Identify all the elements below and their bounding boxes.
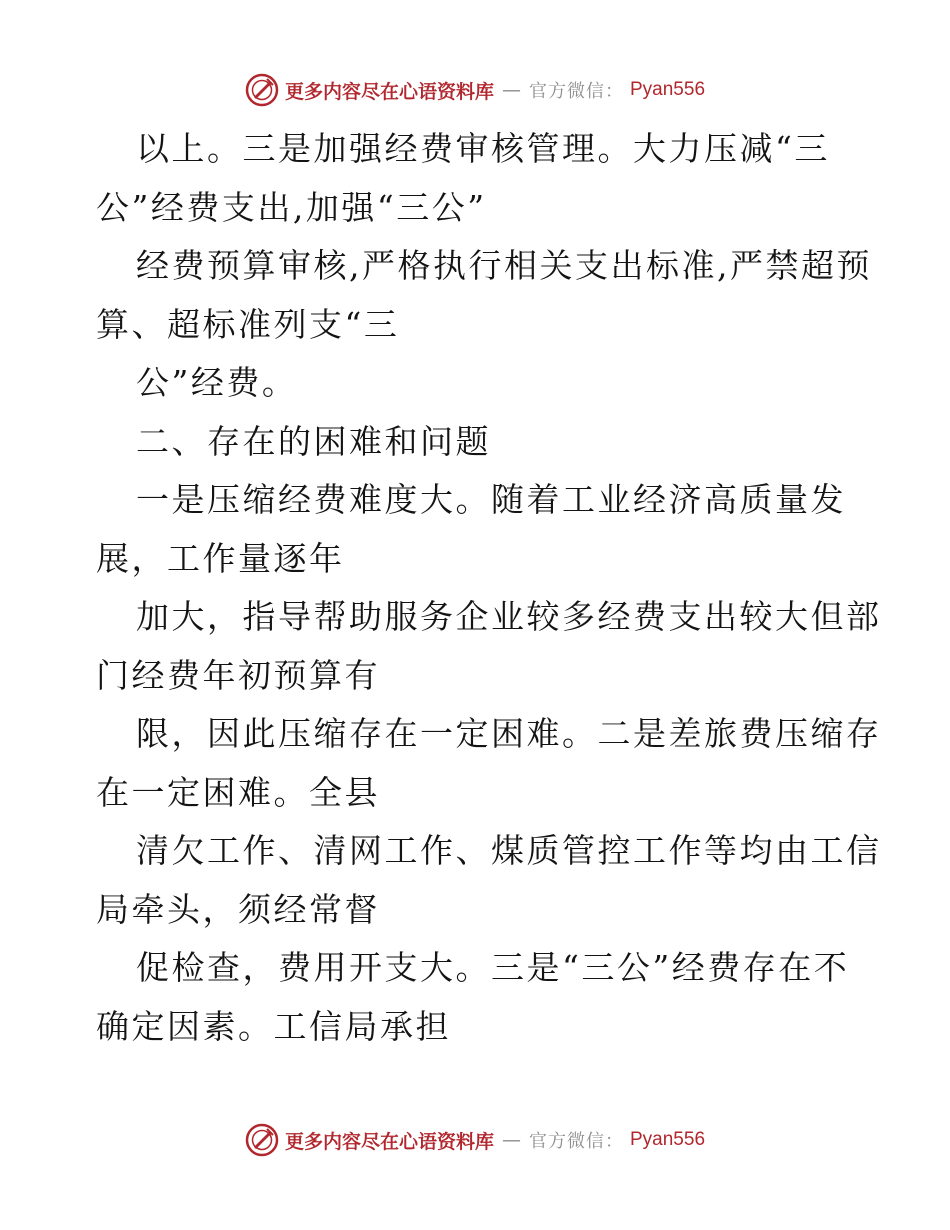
document-body xyxy=(96,120,882,1056)
text-line: 清欠工作、清网工作、煤质管控工作等均由工信 xyxy=(136,831,882,870)
text-line: 展，工作量逐年 xyxy=(96,538,345,578)
header-banner xyxy=(0,70,950,110)
text-line: 门经费年初预算有 xyxy=(96,655,380,695)
footer-banner xyxy=(0,1120,950,1160)
header-wechat-label: 官方微信： xyxy=(529,81,624,102)
seal-logo-icon xyxy=(245,1123,279,1157)
text-line: 加大，指导帮助服务企业较多经费支出较大但部 xyxy=(136,597,882,636)
header-promo-text: 更多内容尽在心语资料库 xyxy=(284,80,494,103)
footer-wechat-id: Pyan556 xyxy=(630,1129,706,1150)
text-line: 在一定困难。全县 xyxy=(96,772,380,812)
header-dash: — xyxy=(502,79,521,101)
text-line: 算、超标准列支“三 xyxy=(96,304,400,344)
text-line: 公”经费支出,加强“三公” xyxy=(96,187,487,227)
text-line: 一是压缩经费难度大。随着工业经济高质量发 xyxy=(136,480,846,519)
header-wechat-id: Pyan556 xyxy=(630,79,706,100)
text-line: 局牵头，须经常督 xyxy=(96,889,380,929)
text-line: 经费预算审核,严格执行相关支出标准,严禁超预 xyxy=(136,246,872,285)
section-heading: 二、存在的困难和问题 xyxy=(136,421,491,461)
footer-dash: — xyxy=(502,1129,521,1151)
text-line: 公”经费。 xyxy=(136,363,298,402)
text-line: 以上。三是加强经费审核管理。大力压减“三 xyxy=(136,129,830,168)
seal-logo-icon xyxy=(245,73,279,107)
text-line: 促检查，费用开支大。三是“三公”经费存在不 xyxy=(136,948,850,987)
footer-wechat-label: 官方微信： xyxy=(529,1131,624,1152)
footer-promo-text: 更多内容尽在心语资料库 xyxy=(284,1130,494,1153)
text-line: 限，因此压缩存在一定困难。二是差旅费压缩存 xyxy=(136,714,882,753)
text-line: 确定因素。工信局承担 xyxy=(96,1006,451,1046)
